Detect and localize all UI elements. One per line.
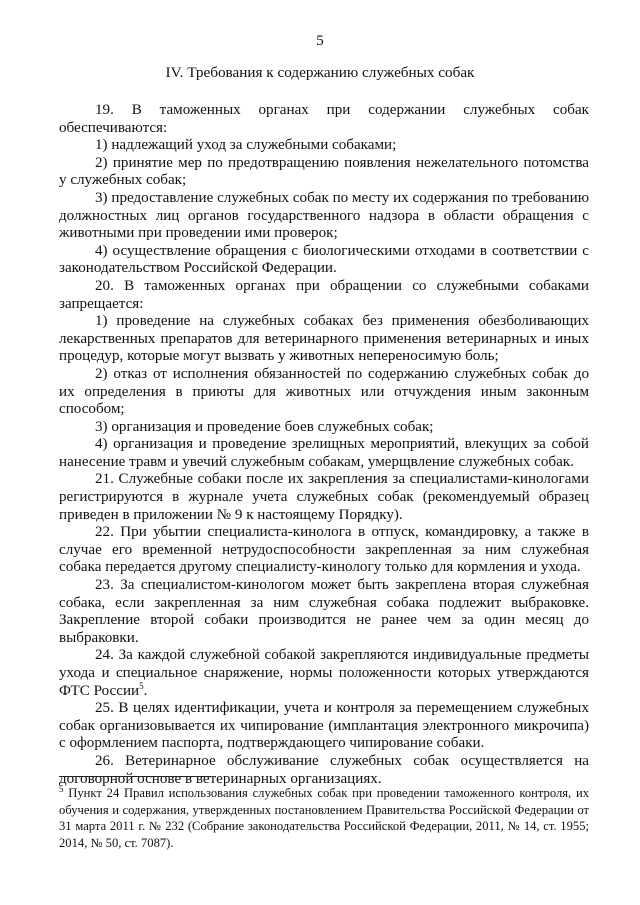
paragraph-20-item-2: 2) отказ от исполнения обязанностей по содержанию служебных собак до их определения в приюты для животных или отчуждения иным законным способом; — [59, 365, 589, 418]
paragraph-20-item-3: 3) организация и проведение боев служебных собак; — [95, 418, 434, 435]
footnote-text: Пункт 24 Правил использования служебных собак при проведении таможенного контроля, их обучения и содержания, утвержденных постановлением Правительства Российской Федерации от 31 марта 2011 г. № 232 (Собрание законодательства Российской Федерации, 2011, № 14, ст. 1955; 2014, № 50, ст. 7087). — [59, 786, 589, 850]
footnote-reference: 5 — [139, 680, 144, 691]
paragraph-22: 22. При убытии специалиста-кинолога в отпуск, командировку, а также в случае его временной нетрудоспособности закрепленная за ним служебная собака передается другому специалисту-кинологу только для кормления и ухода. — [59, 524, 589, 576]
paragraph-19: 19. В таможенных органах при содержании служебных собак обеспечиваются: — [59, 102, 589, 136]
paragraph-21: 21. Служебные собаки после их закрепления за специалистами-кинологами регистрируются в журнале учета служебных собак (рекомендуемый образец приведен в приложении № 9 к настоящему Порядку). — [59, 471, 589, 523]
section-heading: IV. Требования к содержанию служебных собак — [165, 64, 475, 81]
paragraph-19-item-4: 4) осуществление обращения с биологическими отходами в соответствии с законодательством Российской Федерации. — [59, 242, 589, 277]
paragraph-26: 26. Ветеринарное обслуживание служебных собак осуществляется на договорной основе в ветеринарных организациях. — [59, 752, 589, 787]
paragraph-19-item-3: 3) предоставление служебных собак по месту их содержания по требованию должностных лиц органов государственного надзора в области обращения с животными при проведении ими проверок; — [59, 189, 589, 242]
paragraph-19-item-2: 2) принятие мер по предотвращению появления нежелательного потомства у служебных собак; — [59, 154, 589, 189]
paragraph-24-text: 24. За каждой служебной собакой закрепляются индивидуальные предметы ухода и специальное снаряжение, нормы положенности которых утверждаются ФТС России — [59, 647, 589, 699]
page-number: 5 — [316, 33, 324, 49]
paragraph-20-item-1: 1) проведение на служебных собаках без применения обезболивающих лекарственных препаратов для ветеринарного применения ветеринарных и иных процедур, которые могут вызвать у животных непереносимую боль; — [59, 313, 589, 365]
paragraph-20: 20. В таможенных органах при обращении со служебными собаками запрещается: — [59, 277, 589, 312]
footnote — [59, 785, 589, 851]
document-body — [59, 102, 589, 788]
footnote-marker: 5 — [59, 783, 64, 794]
paragraph-23: 23. За специалистом-кинологом может быть закреплена вторая служебная собака, если закрепленная за ним служебная собака подлежит выбраковке. Закрепление второй собаки производится не ранее чем за один месяц до выбраковки. — [59, 577, 589, 646]
paragraph-25: 25. В целях идентификации, учета и контроля за перемещением служебных собак организовывается их чипирование (имплантация электронного микрочипа) с оформлением паспорта, подтверждающего чипирование собаки. — [59, 700, 589, 752]
paragraph-20-item-4: 4) организация и проведение зрелищных мероприятий, влекущих за собой нанесение травм и увечий служебным собакам, умерщвление служебных собак. — [59, 436, 589, 470]
paragraph-24: 24. За каждой служебной собакой закрепляются индивидуальные предметы ухода и специальное снаряжение, нормы положенности которых утверждаются ФТС России$^5$. — [59, 647, 589, 699]
footnote-separator — [59, 776, 211, 777]
paragraph-19-item-1: 1) надлежащий уход за служебными собаками; — [95, 137, 397, 154]
